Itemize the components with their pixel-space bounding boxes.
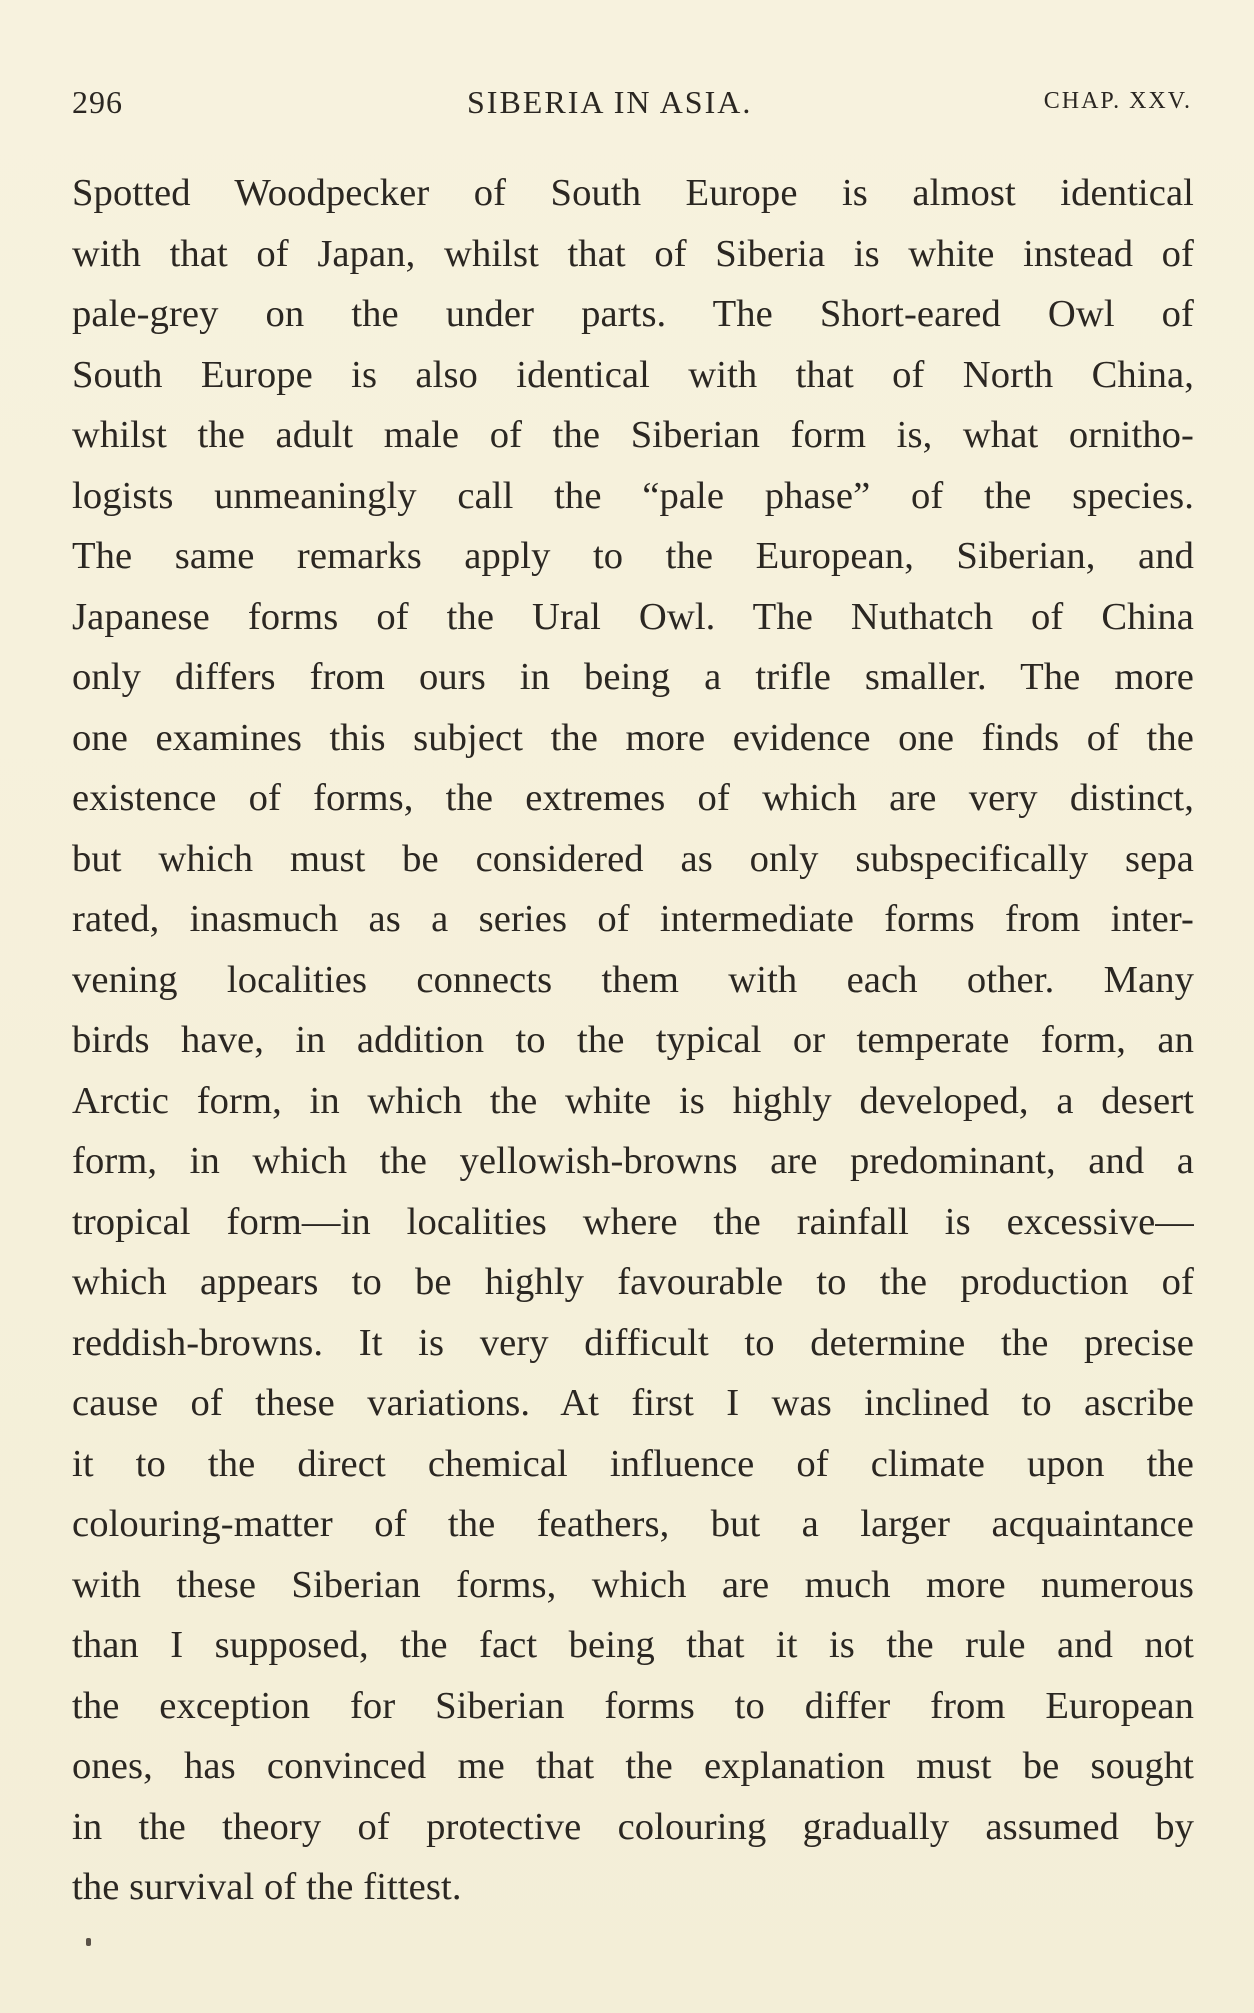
text-line: rated, inasmuch as a series of intermediate forms from inter- xyxy=(72,898,1194,940)
text-line: form, in which the yellowish-browns are predominant, and a xyxy=(72,1140,1194,1182)
text-line: existence of forms, the extremes of which are very distinct, xyxy=(72,777,1194,819)
text-line: South Europe is also identical with that of North China, xyxy=(72,353,1194,396)
text-line: Arctic form, in which the white is highly developed, a desert xyxy=(72,1079,1194,1122)
text-line: only differs from ours in being a trifle smaller. The more xyxy=(72,656,1194,698)
text-line: The same remarks apply to the European, Siberian, and xyxy=(72,535,1194,577)
text-line: colouring-matter of the feathers, but a larger acquaintance xyxy=(72,1503,1194,1545)
page-number: 296 xyxy=(72,84,123,120)
text-line: whilst the adult male of the Siberian form is, what ornitho- xyxy=(72,414,1194,456)
text-line: reddish-browns. It is very difficult to determine the precise xyxy=(72,1321,1194,1364)
text-line: cause of these variations. At first I was inclined to ascribe xyxy=(72,1382,1194,1424)
body-paragraph xyxy=(72,163,1194,1918)
text-line: pale-grey on the under parts. The Short-eared Owl of xyxy=(72,293,1194,335)
running-title: SIBERIA IN ASIA. xyxy=(467,84,753,120)
text-line: with that of Japan, whilst that of Siberia is white instead of xyxy=(72,232,1194,275)
text-line: with these Siberian forms, which are much more numerous xyxy=(72,1563,1194,1606)
text-line: than I supposed, the fact being that it is the rule and not xyxy=(72,1624,1194,1666)
text-line: ones, has convinced me that the explanation must be sought xyxy=(72,1745,1194,1787)
text-line: Japanese forms of the Ural Owl. The Nuthatch of China xyxy=(72,595,1194,638)
text-line: Spotted Woodpecker of South Europe is almost identical xyxy=(72,172,1194,214)
text-line: which appears to be highly favourable to the production of xyxy=(72,1261,1194,1303)
text-line: vening localities connects them with each other. Many xyxy=(72,958,1194,1001)
text-line-last: the survival of the fittest. xyxy=(72,1866,462,1908)
chapter-label: CHAP. XXV. xyxy=(1043,88,1192,114)
text-line: tropical form—in localities where the rainfall is excessive— xyxy=(72,1200,1194,1243)
text-line: in the theory of protective colouring gradually assumed by xyxy=(72,1805,1194,1848)
ink-speck xyxy=(86,1938,91,1946)
text-line: logists unmeaningly call the “pale phase” of the species. xyxy=(72,474,1194,517)
text-line: the exception for Siberian forms to differ from European xyxy=(72,1684,1194,1727)
running-head xyxy=(72,84,1192,128)
text-line: but which must be considered as only subspecifically sepa xyxy=(72,837,1194,880)
text-line: it to the direct chemical influence of climate upon the xyxy=(72,1442,1194,1485)
text-line: one examines this subject the more evidence one finds of the xyxy=(72,716,1194,759)
text-line: birds have, in addition to the typical or temperate form, an xyxy=(72,1019,1194,1061)
